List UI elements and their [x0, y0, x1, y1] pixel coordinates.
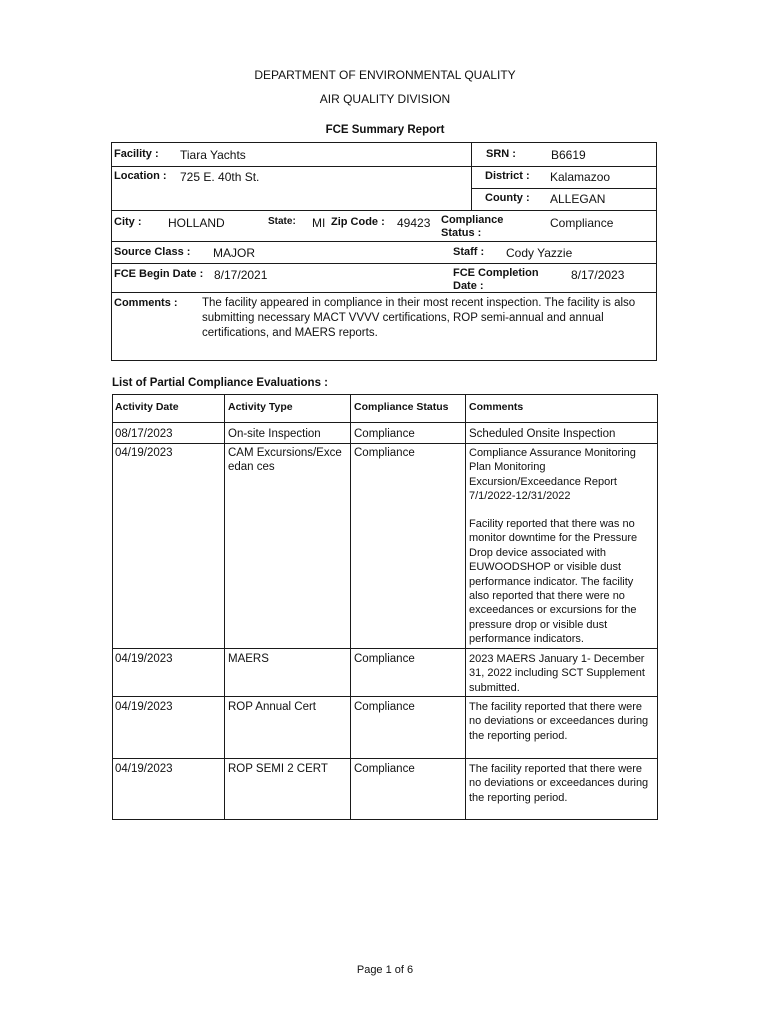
- compliance-status: Compliance: [354, 701, 415, 713]
- county-value: ALLEGAN: [550, 192, 606, 206]
- activity-type: CAM Excursions/Exceedan ces: [228, 447, 342, 474]
- row-comments-detail: Facility reported that there was no monitor downtime for the Pressure Drop device associated with EUWOODSHOP or visible dust performance indicator. The facility also reported that there were no exceedances or excursions for the pressure drop or visible dust performance indicators.: [469, 518, 638, 646]
- activity-type: On-site Inspection: [228, 428, 321, 440]
- col-header-activity-date: Activity Date: [115, 401, 179, 413]
- fce-completion-label: FCE Completion: [453, 267, 539, 279]
- compliance-status-label-2: Status :: [441, 227, 482, 239]
- comments-value: The facility appeared in compliance in their most recent inspection. The facility is also submitting necessary MACT VVVV certifications, ROP semi-annual and annual certifications, and MAERS reports.: [202, 297, 636, 339]
- location-label: Location :: [114, 170, 167, 182]
- col-header-comments: Comments: [469, 401, 524, 413]
- compliance-status: Compliance: [354, 428, 415, 440]
- division-heading: AIR QUALITY DIVISION: [319, 92, 451, 106]
- activity-date: 04/19/2023: [115, 447, 173, 459]
- zip-label: Zip Code :: [331, 216, 385, 228]
- row-comments: The facility reported that there were no deviations or exceedances during the reporting period.: [469, 701, 649, 742]
- fce-begin-value: 8/17/2021: [214, 268, 268, 282]
- comments-label: Comments :: [114, 297, 178, 309]
- col-header-activity-type: Activity Type: [228, 401, 293, 413]
- col-header-compliance-status: Compliance Status: [354, 401, 449, 413]
- fce-completion-label-2: Date :: [453, 280, 484, 292]
- activity-date: 04/19/2023: [115, 653, 173, 665]
- state-label: State:: [268, 216, 296, 227]
- state-value: MI: [312, 216, 326, 230]
- compliance-status: Compliance: [354, 447, 415, 459]
- location-value: 725 E. 40th St.: [180, 170, 260, 184]
- city-label: City :: [114, 216, 142, 228]
- facility-label: Facility :: [114, 148, 159, 160]
- row-comments: 2023 MAERS January 1- December 31, 2022 including SCT Supplement submitted.: [469, 653, 645, 694]
- pce-title: List of Partial Compliance Evaluations :: [112, 377, 328, 389]
- source-class-label: Source Class :: [114, 246, 191, 258]
- activity-type: MAERS: [228, 653, 269, 665]
- activity-date: 08/17/2023: [115, 428, 173, 440]
- zip-value: 49423: [397, 216, 431, 230]
- compliance-status-label: Compliance: [441, 214, 504, 226]
- row-comments: The facility reported that there were no deviations or exceedances during the reporting period.: [469, 763, 649, 804]
- staff-value: Cody Yazzie: [506, 246, 573, 260]
- activity-type: ROP Annual Cert: [228, 701, 317, 713]
- source-class-value: MAJOR: [213, 246, 255, 260]
- activity-date: 04/19/2023: [115, 763, 173, 775]
- srn-value: B6619: [551, 148, 586, 162]
- county-label: County :: [485, 192, 530, 204]
- activity-type: ROP SEMI 2 CERT: [228, 763, 328, 775]
- district-label: District :: [485, 170, 530, 182]
- activity-date: 04/19/2023: [115, 701, 173, 713]
- report-title: FCE Summary Report: [325, 124, 445, 136]
- compliance-status: Compliance: [354, 763, 415, 775]
- page-number: Page 1 of 6: [356, 964, 414, 976]
- row-comments: Compliance Assurance Monitoring Plan Monitoring Excursion/Exceedance Report 7/1/2022-12/31/2022: [469, 447, 636, 503]
- fce-begin-label: FCE Begin Date :: [114, 268, 204, 280]
- fce-completion-value: 8/17/2023: [571, 268, 625, 282]
- city-value: HOLLAND: [168, 216, 225, 230]
- srn-label: SRN :: [486, 148, 516, 160]
- compliance-status-value: Compliance: [550, 216, 614, 230]
- compliance-status: Compliance: [354, 653, 415, 665]
- department-heading: DEPARTMENT OF ENVIRONMENTAL QUALITY: [254, 68, 516, 82]
- facility-value: Tiara Yachts: [180, 148, 246, 162]
- row-comments: Scheduled Onsite Inspection: [469, 428, 616, 440]
- district-value: Kalamazoo: [550, 170, 611, 184]
- staff-label: Staff :: [453, 246, 485, 258]
